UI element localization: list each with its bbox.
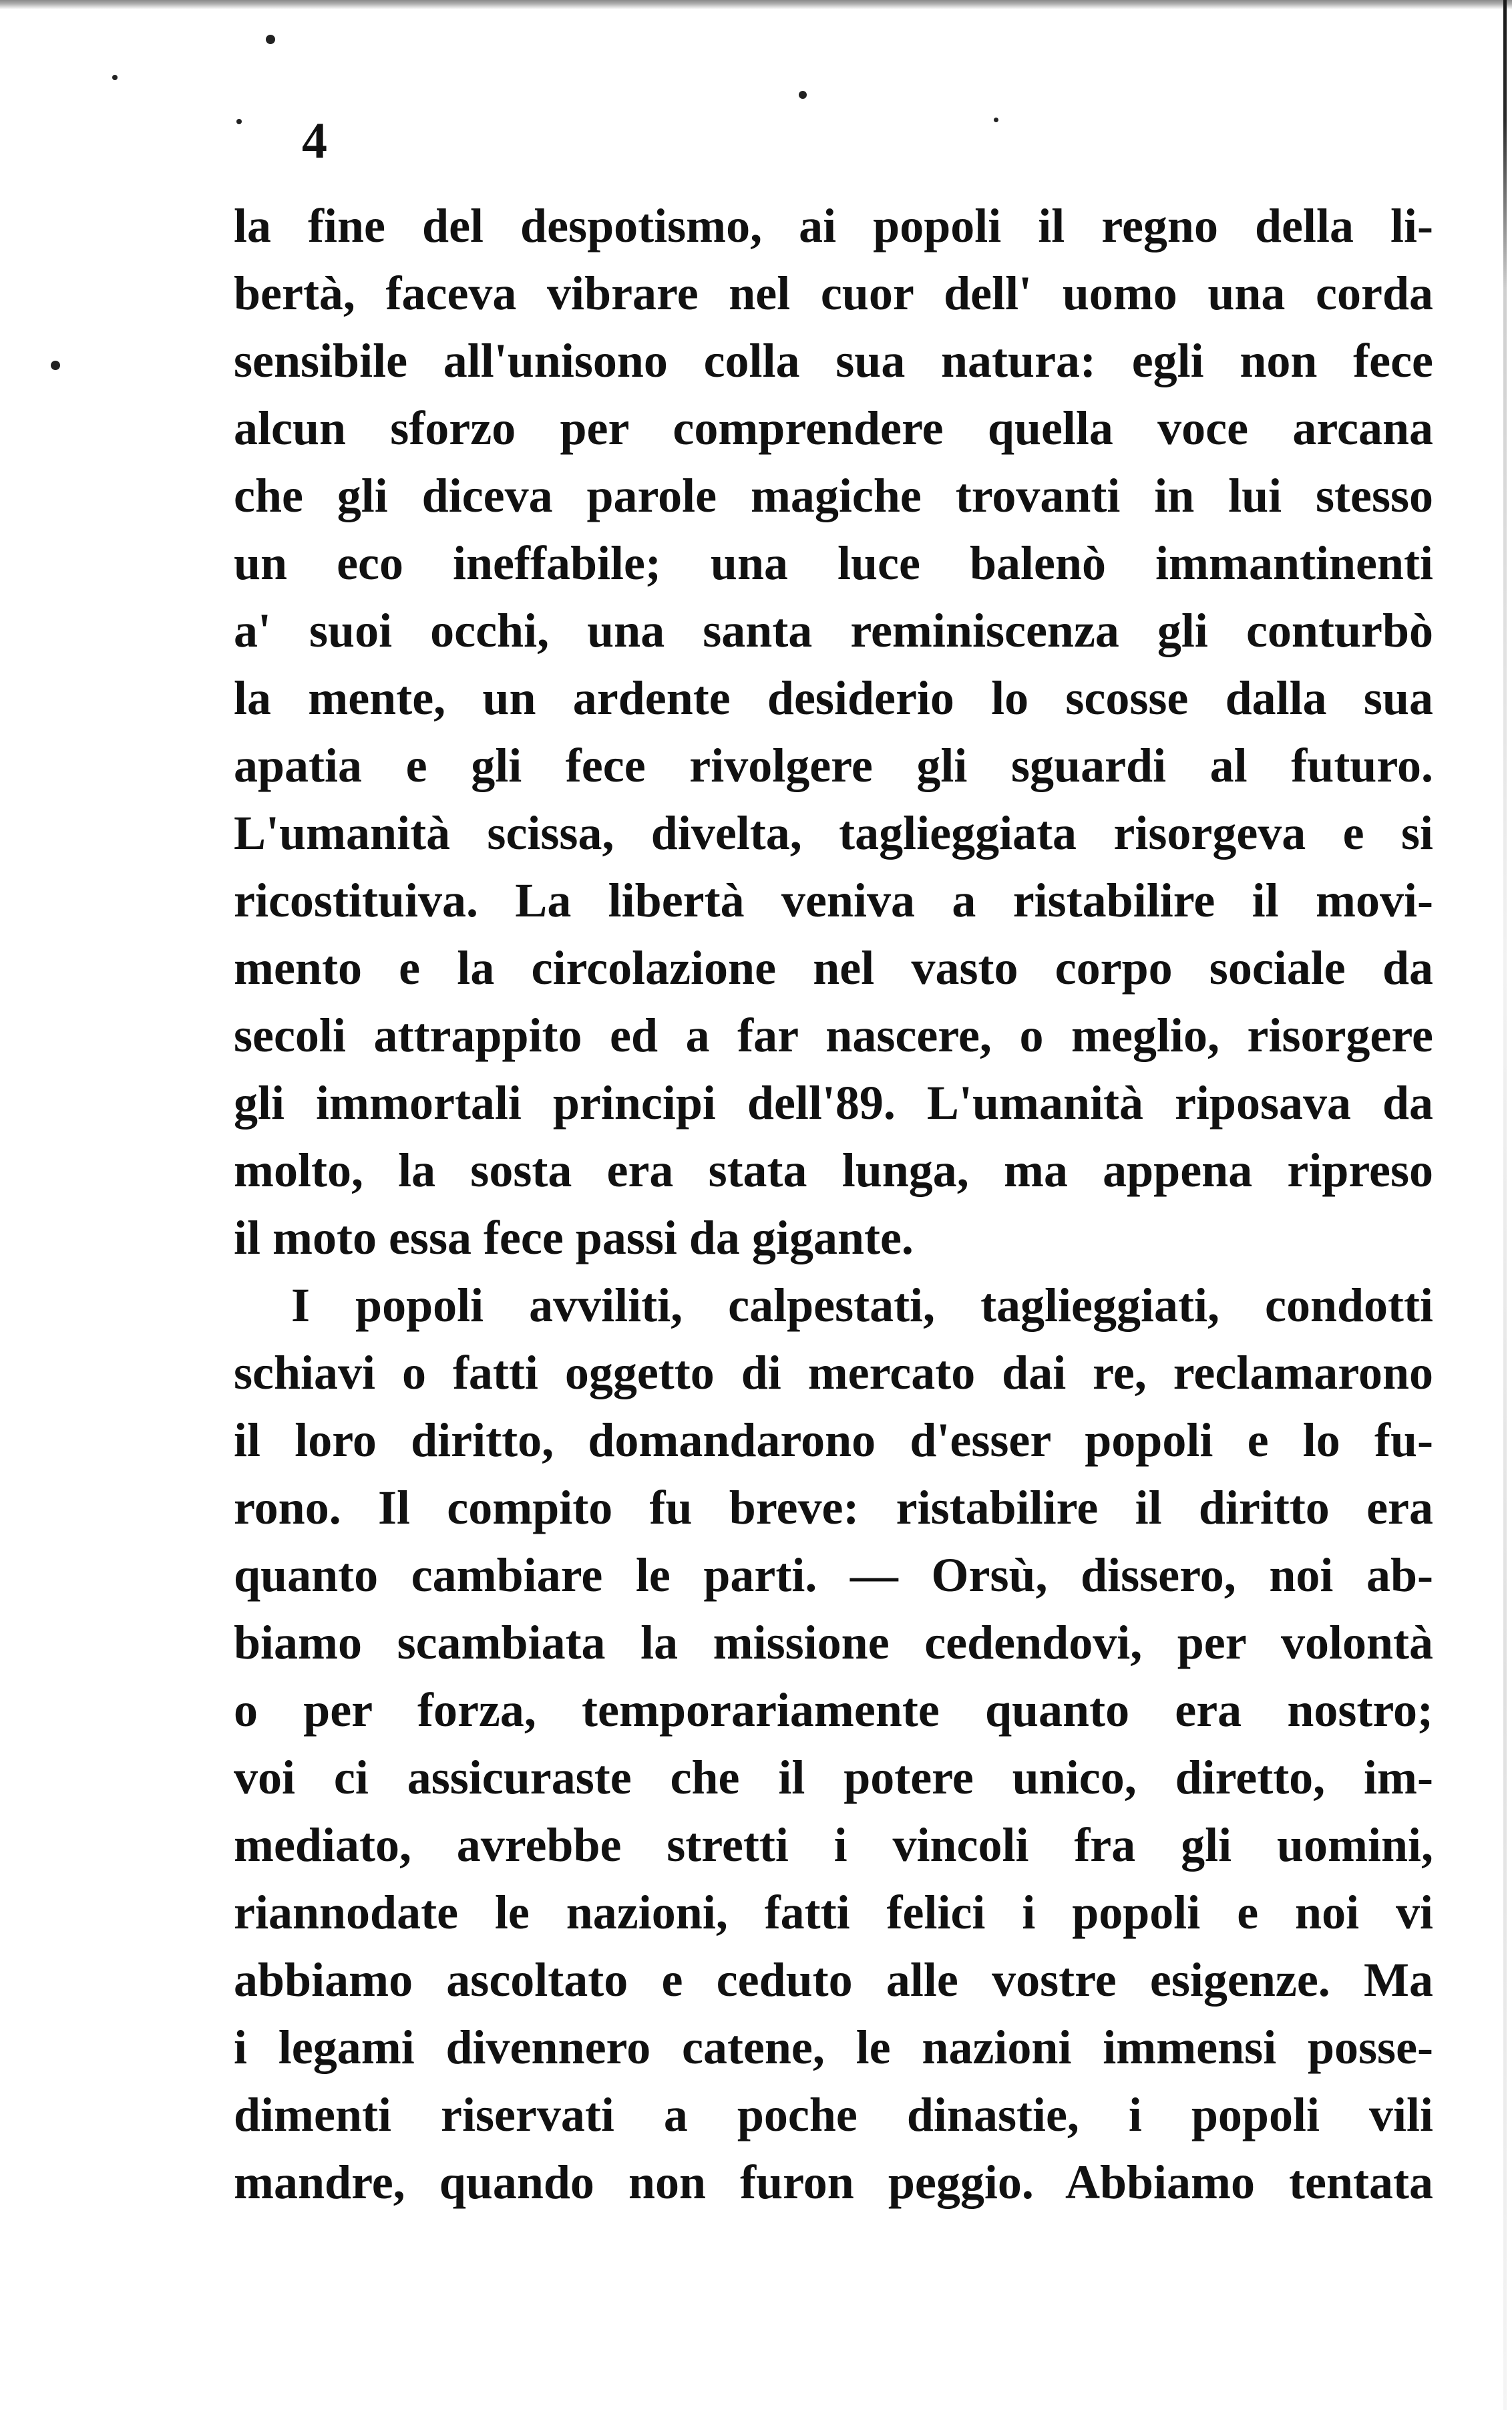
scan-right-edge <box>1503 0 1507 2410</box>
text-line: bertà, faceva vibrare nel cuor dell' uomo una corda <box>234 267 1433 320</box>
text-line: mento e la circolazione nel vasto corpo sociale da <box>234 941 1433 995</box>
text-line: la fine del despotismo, ai popoli il regno della li- <box>234 199 1433 252</box>
text-line: riannodate le nazioni, fatti felici i popoli e noi vi <box>234 1886 1433 1939</box>
text-line: mediato, avrebbe stretti i vincoli fra gli uomini, <box>234 1818 1433 1872</box>
text-line: voi ci assicuraste che il potere unico, diretto, im- <box>234 1751 1433 1804</box>
text-line: quanto cambiare le parti. — Orsù, dissero, noi ab- <box>234 1548 1433 1602</box>
scan-speck <box>266 35 275 44</box>
page-number: 4 <box>302 113 327 169</box>
text-line: la mente, un ardente desiderio lo scosse dalla sua <box>234 671 1433 725</box>
text-line: mandre, quando non furon peggio. Abbiamo tentata <box>234 2156 1433 2209</box>
text-line: i legami divennero catene, le nazioni immensi posse- <box>234 2021 1433 2074</box>
text-line: sensibile all'unisono colla sua natura: egli non fece <box>234 334 1433 387</box>
text-line: che gli diceva parole magiche trovanti in lui stesso <box>234 469 1433 522</box>
text-line: abbiamo ascoltato e ceduto alle vostre esigenze. Ma <box>234 1953 1433 2007</box>
scan-speck <box>51 361 60 370</box>
text-line: dimenti riservati a poche dinastie, i popoli vili <box>234 2088 1433 2141</box>
text-line: il moto essa fece passi da gigante. <box>234 1211 914 1264</box>
text-line: schiavi o fatti oggetto di mercato dai re, reclamarono <box>234 1346 1433 1399</box>
text-line: I popoli avviliti, calpestati, taglieggiati, condotti <box>291 1278 1433 1332</box>
text-line: rono. Il compito fu breve: ristabilire il diritto era <box>234 1481 1433 1534</box>
text-line: ricostituiva. La libertà veniva a ristabilire il movi- <box>234 874 1433 927</box>
text-line: apatia e gli fece rivolgere gli sguardi al futuro. <box>234 739 1433 792</box>
scan-speck <box>994 118 998 122</box>
body-text <box>234 192 1433 2216</box>
text-line: gli immortali principi dell'89. L'umanità riposava da <box>234 1076 1433 1130</box>
scan-speck <box>799 91 807 99</box>
text-line: o per forza, temporariamente quanto era nostro; <box>234 1683 1433 1737</box>
text-line: L'umanità scissa, divelta, taglieggiata risorgeva e si <box>234 806 1433 860</box>
scan-speck <box>236 119 242 124</box>
text-line: secoli attrappito ed a far nascere, o meglio, risorgere <box>234 1009 1433 1062</box>
scan-top-edge <box>0 0 1512 9</box>
text-line: biamo scambiata la missione cedendovi, per volontà <box>234 1616 1433 1669</box>
scan-speck <box>112 75 118 80</box>
text-line: a' suoi occhi, una santa reminiscenza gli conturbò <box>234 604 1433 657</box>
text-line: alcun sforzo per comprendere quella voce arcana <box>234 401 1433 455</box>
text-line: molto, la sosta era stata lunga, ma appena ripreso <box>234 1144 1433 1197</box>
text-line: il loro diritto, domandarono d'esser popoli e lo fu- <box>234 1413 1433 1467</box>
text-line: un eco ineffabile; una luce balenò immantinenti <box>234 536 1433 590</box>
